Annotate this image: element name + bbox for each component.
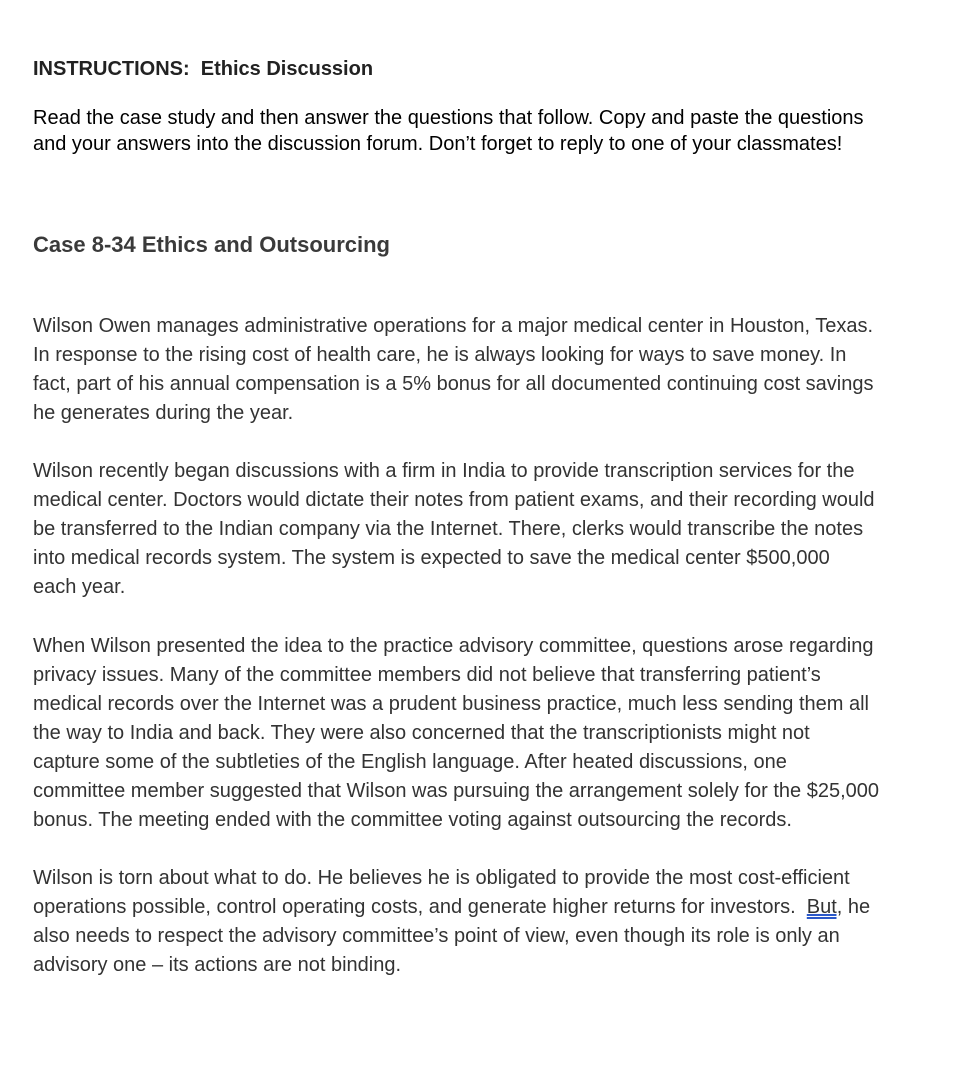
paragraph-line: In response to the rising cost of health care, he is always looking for ways to save money. In <box>33 344 847 366</box>
paragraph-line: advisory one – its actions are not binding. <box>33 954 401 976</box>
paragraph-line: fact, part of his annual compensation is a 5% bonus for all documented continuing cost savings <box>33 373 874 395</box>
paragraph-line: each year. <box>33 576 126 598</box>
paragraph-line: medical records over the Internet was a prudent business practice, much less sending them all <box>33 693 869 715</box>
paragraph-line: Wilson is torn about what to do. He believes he is obligated to provide the most cost-efficient <box>33 867 850 889</box>
instructions-line: and your answers into the discussion forum. Don’t forget to reply to one of your classmates! <box>33 133 843 155</box>
line-text: he <box>842 896 871 918</box>
paragraph-line <box>33 893 969 922</box>
paragraph-line: also needs to respect the advisory committee’s point of view, even though its role is only an <box>33 925 840 947</box>
grammar-flagged-word[interactable]: But, <box>806 896 843 918</box>
case-paragraph <box>33 312 969 428</box>
paragraph-line: medical center. Doctors would dictate their notes from patient exams, and their recording would <box>33 489 875 511</box>
paragraph-line: the way to India and back. They were also concerned that the transcriptionists might not <box>33 722 810 744</box>
case-paragraph <box>33 457 969 602</box>
paragraph-line: When Wilson presented the idea to the practice advisory committee, questions arose regarding <box>33 635 874 657</box>
instructions-text <box>33 105 963 157</box>
paragraph-line: be transferred to the Indian company via the Internet. There, clerks would transcribe the notes <box>33 518 864 540</box>
instructions-heading: INSTRUCTIONS: Ethics Discussion <box>33 58 374 80</box>
paragraph-line: committee member suggested that Wilson was pursuing the arrangement solely for the $25,000 <box>33 780 879 802</box>
paragraph-line: into medical records system. The system is expected to save the medical center $500,000 <box>33 547 830 569</box>
line-text: operations possible, control operating costs, and generate higher returns for investors. <box>33 896 807 918</box>
paragraph-line: capture some of the subtleties of the English language. After heated discussions, one <box>33 751 787 773</box>
paragraph-line: he generates during the year. <box>33 402 294 424</box>
case-paragraph <box>33 864 969 980</box>
case-paragraph <box>33 632 969 835</box>
case-title: Case 8-34 Ethics and Outsourcing <box>33 232 390 257</box>
instructions-line: Read the case study and then answer the questions that follow. Copy and paste the questions <box>33 107 864 129</box>
paragraph-line: privacy issues. Many of the committee members did not believe that transferring patient’s <box>33 664 821 686</box>
paragraph-line: Wilson recently began discussions with a firm in India to provide transcription services for the <box>33 460 855 482</box>
paragraph-line: bonus. The meeting ended with the committee voting against outsourcing the records. <box>33 809 792 831</box>
paragraph-line: Wilson Owen manages administrative operations for a major medical center in Houston, Texas. <box>33 315 874 337</box>
